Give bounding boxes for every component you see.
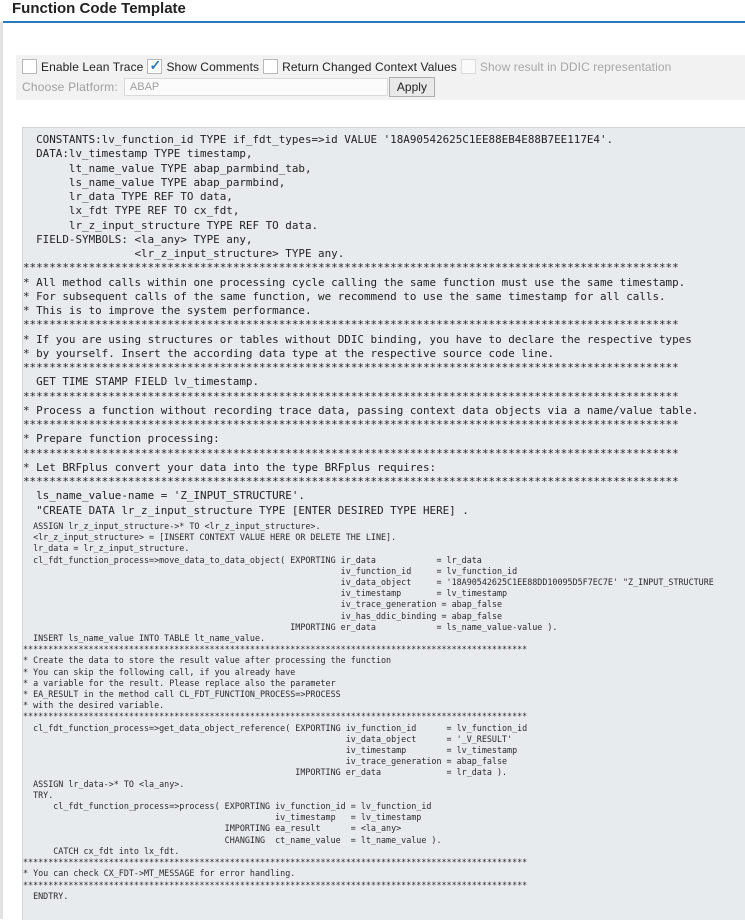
code-line: **************************************************************************************************** bbox=[23, 446, 679, 460]
code-line: GET TIME STAMP FIELD lv_timestamp. bbox=[23, 375, 260, 389]
show-ddic-checkbox bbox=[461, 59, 476, 74]
code-line: * by yourself. Insert the according data type at the respective source code line. bbox=[23, 346, 555, 360]
platform-label: Choose Platform: bbox=[22, 80, 118, 94]
code-line: ls_name_value TYPE abap_parmbind, bbox=[23, 175, 286, 189]
code-line: **************************************************************************************************** bbox=[23, 857, 528, 868]
code-line: lt_name_value TYPE abap_parmbind_tab, bbox=[23, 161, 312, 175]
code-line: lr_data = lr_z_input_structure. bbox=[23, 543, 190, 554]
code-line: **************************************************************************************************** bbox=[23, 261, 679, 275]
code-line: **************************************************************************************************** bbox=[23, 389, 679, 403]
code-line: * Create the data to store the result value after processing the function bbox=[23, 655, 392, 666]
code-line: iv_timestamp = lv_timestamp bbox=[23, 745, 518, 756]
code-line: ASSIGN lr_data->* TO <la_any>. bbox=[23, 778, 185, 789]
code-line: iv_trace_generation = abap_false bbox=[23, 756, 508, 767]
code-line: IMPORTING er_data = lr_data ). bbox=[23, 767, 508, 778]
platform-row bbox=[22, 77, 435, 97]
return-changed-context-label[interactable]: Return Changed Context Values bbox=[282, 59, 457, 74]
title-underline bbox=[3, 21, 745, 23]
code-line: IMPORTING ea_result = <la_any> bbox=[23, 823, 402, 834]
code-line: * If you are using structures or tables without DDIC binding, you have to declare the respective types bbox=[23, 332, 692, 346]
code-line: iv_has_ddic_binding = abap_false bbox=[23, 610, 503, 621]
code-line: DATA:lv_timestamp TYPE timestamp, bbox=[23, 147, 253, 161]
code-line: * Prepare function processing: bbox=[23, 432, 220, 446]
options-row bbox=[22, 57, 675, 76]
code-line: ASSIGN lr_z_input_structure->* TO <lr_z_input_structure>. bbox=[23, 521, 321, 531]
show-ddic-label: Show result in DDIC representation bbox=[479, 59, 672, 74]
code-line: * All method calls within one processing cycle calling the same function must use the same timestamp. bbox=[23, 275, 686, 289]
enable-lean-trace-checkbox[interactable] bbox=[22, 59, 37, 74]
enable-lean-trace-label[interactable]: Enable Lean Trace bbox=[41, 59, 144, 74]
code-line: lr_data TYPE REF TO data, bbox=[23, 190, 233, 203]
code-line: "CREATE DATA lr_z_input_structure TYPE [ENTER DESIRED TYPE HERE] . bbox=[23, 503, 469, 517]
code-line: lx_fdt TYPE REF TO cx_fdt, bbox=[23, 204, 240, 218]
code-line: * with the desired variable. bbox=[23, 700, 165, 711]
code-line: CHANGING ct_name_value = lt_name_value ). bbox=[23, 834, 442, 845]
code-line: iv_timestamp = lv_timestamp bbox=[23, 588, 508, 599]
code-line: CONSTANTS:lv_function_id TYPE if_fdt_types=>id VALUE '18A90542625C1EE88EB4E88B7EE117E4'. bbox=[23, 133, 614, 146]
code-panel[interactable] bbox=[22, 127, 745, 920]
code-line: **************************************************************************************************** bbox=[23, 318, 679, 332]
code-line: iv_trace_generation = abap_false bbox=[23, 599, 503, 610]
code-line: lr_z_input_structure TYPE REF TO data. bbox=[23, 218, 319, 232]
code-line: iv_data_object = '18A90542625C1EE88DD10095D5F7EC7E' "Z_INPUT_STRUCTURE bbox=[23, 577, 714, 588]
code-line: iv_function_id = lv_function_id bbox=[23, 565, 518, 576]
options-toolbar bbox=[16, 55, 745, 100]
code-line: **************************************************************************************************** bbox=[23, 418, 679, 431]
code-line: * This is to improve the system performance. bbox=[23, 304, 312, 317]
code-line: * EA_RESULT in the method call CL_FDT_FUNCTION_PROCESS=>PROCESS bbox=[23, 689, 341, 700]
checkmark-icon: ✓ bbox=[149, 57, 162, 73]
code-line: <lr_z_input_structure> TYPE any. bbox=[23, 247, 345, 260]
show-comments-checkbox[interactable] bbox=[147, 59, 162, 74]
code-line: **************************************************************************************************** bbox=[23, 879, 528, 890]
code-line: * Let BRFplus convert your data into the type BRFplus requires: bbox=[23, 460, 437, 474]
apply-button[interactable]: Apply bbox=[389, 77, 435, 97]
platform-input[interactable] bbox=[124, 78, 388, 96]
code-line: **************************************************************************************************** bbox=[23, 711, 528, 722]
code-line: cl_fdt_function_process=>process( EXPORTING iv_function_id = lv_function_id bbox=[23, 801, 432, 812]
code-line: * For subsequent calls of the same function, we recommend to use the same timestamp for all calls. bbox=[23, 289, 666, 303]
code-line: cl_fdt_function_process=>move_data_to_data_object( EXPORTING ir_data = lr_data bbox=[23, 554, 482, 565]
code-line: iv_data_object = '_V_RESULT' bbox=[23, 733, 513, 744]
code-line: IMPORTING er_data = ls_name_value-value ). bbox=[23, 621, 558, 632]
code-line: * You can skip the following call, if you already have bbox=[23, 666, 296, 677]
code-line: iv_timestamp = lv_timestamp bbox=[23, 812, 422, 823]
code-block-secondary bbox=[23, 521, 714, 902]
code-line: * a variable for the result. Please replace also the parameter bbox=[23, 677, 336, 688]
code-line: INSERT ls_name_value INTO TABLE lt_name_value. bbox=[23, 633, 266, 644]
code-line: cl_fdt_function_process=>get_data_object_reference( EXPORTING iv_function_id = lv_function_id bbox=[23, 722, 528, 733]
code-line: * Process a function without recording trace data, passing context data objects via a name/value table. bbox=[23, 403, 699, 417]
code-line: <lr_z_input_structure> = [INSERT CONTEXT VALUE HERE OR DELETE THE LINE]. bbox=[23, 532, 397, 543]
code-line: ls_name_value-name = 'Z_INPUT_STRUCTURE'. bbox=[23, 489, 305, 503]
code-line: ENDTRY. bbox=[23, 890, 69, 901]
code-line: **************************************************************************************************** bbox=[23, 475, 679, 488]
code-line: TRY. bbox=[23, 789, 54, 800]
code-line: **************************************************************************************************** bbox=[23, 644, 528, 655]
code-line: CATCH cx_fdt into lx_fdt. bbox=[23, 845, 180, 856]
page-title: Function Code Template bbox=[12, 0, 186, 17]
left-gutter bbox=[3, 520, 18, 919]
code-line: **************************************************************************************************** bbox=[23, 361, 679, 374]
code-block-main bbox=[23, 133, 698, 518]
code-line: FIELD-SYMBOLS: <la_any> TYPE any, bbox=[23, 232, 253, 246]
return-changed-context-checkbox[interactable] bbox=[263, 59, 278, 74]
code-line: * You can check CX_FDT->MT_MESSAGE for error handling. bbox=[23, 868, 296, 879]
show-comments-label[interactable]: Show Comments bbox=[166, 59, 260, 74]
